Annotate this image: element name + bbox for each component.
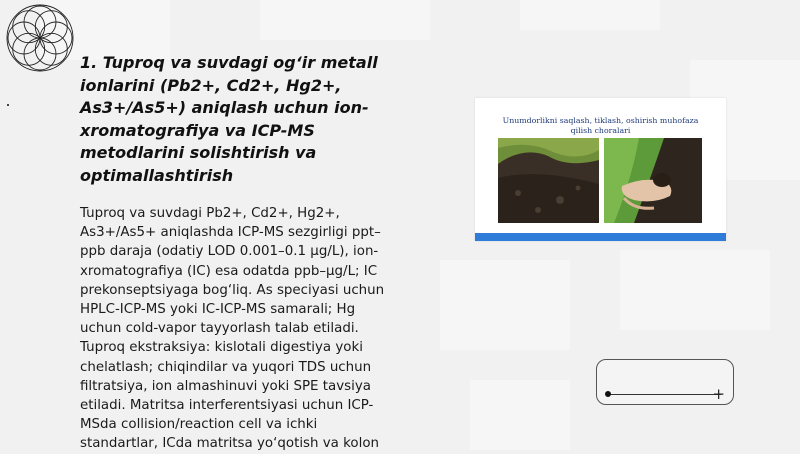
- slide-thumbnail[interactable]: [475, 98, 726, 241]
- document-title: 1. Tuproq va suvdagi og‘ir metall ionlarini (Pb2+, Cd2+, Hg2+, As3+/As5+) aniqlash uchun ion- xromatografiya va ICP-MS metodlarini solishtirish va optimallashtirish: [80, 53, 378, 185]
- zoom-slider-knob[interactable]: [605, 391, 611, 397]
- circular-knot-logo: [4, 2, 76, 74]
- slide-footer-bar: [475, 233, 726, 241]
- soil-photo: [498, 138, 599, 223]
- zoom-slider-panel[interactable]: [596, 359, 734, 405]
- slide-title: Unumdorlikni saqlash, tiklash, oshirish muhofaza qilish choralari: [502, 116, 699, 135]
- hand-with-soil-photo: [604, 138, 702, 223]
- document-body: Tuproq va suvdagi Pb2+, Cd2+, Hg2+, As3+/As5+ aniqlashda ICP-MS sezgirligi ppt– ppb daraja (odatiy LOD 0.001–0.1 µg/L), ion- xromatografiya (IC) esa odatda ppb–µg/L; IC prekonseptsiyaga bog‘liq. As speciyasi uchun HPLC-ICP-MS yoki IC-ICP-MS samarali; Hg uchun cold-vapor tayyorlash talab etiladi. Tuproq ekstraksiya: kislotali digestiya yoki chelatlash; chiqindilar va yuqori TDS uchun filtratsiya, ion almashinuvi yoki SPE tavsiya etiladi. Matritsa interferentsiyasi uchun ICP- MSda collision/reaction cell va ichki standartlar, ICda matritsa yo‘qotish va kolon: [80, 206, 385, 452]
- plus-icon[interactable]: +: [712, 385, 725, 403]
- slide-edge-mark: [7, 104, 9, 106]
- zoom-slider-track[interactable]: [608, 394, 721, 395]
